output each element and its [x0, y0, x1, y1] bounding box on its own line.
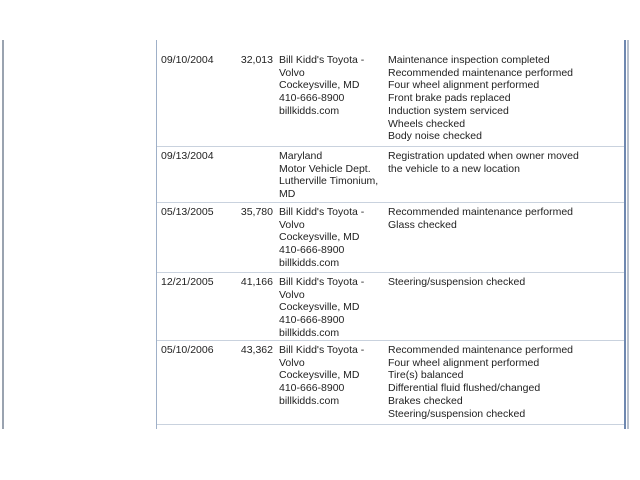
table-row — [157, 202, 624, 273]
source-line: Cockeysville, MD — [279, 79, 360, 92]
service-source — [279, 344, 364, 408]
detail-line: Recommended maintenance performed — [388, 206, 574, 218]
source-line: billkidds.com — [279, 326, 340, 339]
table-row — [157, 50, 624, 147]
source-line: 410-666-8900 — [279, 92, 345, 105]
source-line: billkidds.com — [279, 394, 340, 407]
service-source — [279, 54, 364, 118]
detail-line: Differential fluid flushed/changed — [388, 382, 541, 395]
service-details — [388, 150, 579, 175]
service-date: 09/10/2004 — [161, 54, 214, 66]
source-line: Cockeysville, MD — [279, 369, 360, 382]
service-source — [279, 206, 364, 270]
left-border — [2, 40, 4, 429]
detail-line: the vehicle to a new location — [388, 162, 520, 175]
source-line: 410-666-8900 — [279, 244, 345, 257]
source-line: Bill Kidd's Toyota - — [279, 276, 365, 288]
service-source — [279, 150, 378, 201]
mileage: 43,362 — [240, 344, 273, 356]
detail-line: Four wheel alignment performed — [388, 356, 540, 369]
service-details — [388, 206, 573, 231]
right-border — [627, 40, 629, 429]
table-row — [157, 272, 624, 341]
source-line: Bill Kidd's Toyota - — [279, 206, 365, 218]
detail-line: Glass checked — [388, 218, 457, 231]
source-line: 410-666-8900 — [279, 382, 345, 395]
detail-line: Recommended maintenance performed — [388, 66, 574, 79]
detail-line: Brakes checked — [388, 394, 463, 407]
source-line: Lutherville Timonium, — [279, 175, 379, 188]
service-date: 05/13/2005 — [161, 206, 214, 218]
source-line: MD — [279, 188, 296, 201]
source-line: Volvo — [279, 66, 305, 79]
detail-line: Body noise checked — [388, 130, 482, 143]
detail-line: Steering/suspension checked — [388, 276, 526, 288]
detail-line: Front brake pads replaced — [388, 92, 511, 105]
table-row — [157, 340, 624, 425]
service-date: 09/13/2004 — [161, 150, 214, 162]
detail-line: Tire(s) balanced — [388, 369, 464, 382]
service-details — [388, 54, 573, 143]
service-date: 05/10/2006 — [161, 344, 214, 356]
detail-line: Recommended maintenance performed — [388, 344, 574, 356]
source-line: Maryland — [279, 150, 323, 162]
detail-line: Registration updated when owner moved — [388, 150, 579, 162]
source-line: Bill Kidd's Toyota - — [279, 344, 365, 356]
table-row — [157, 146, 624, 203]
source-line: Cockeysville, MD — [279, 301, 360, 314]
source-line: Volvo — [279, 218, 305, 231]
detail-line: Wheels checked — [388, 117, 466, 130]
source-line: billkidds.com — [279, 256, 340, 269]
source-line: Bill Kidd's Toyota - — [279, 54, 365, 66]
source-line: Volvo — [279, 288, 305, 301]
source-line: 410-666-8900 — [279, 314, 345, 327]
detail-line: Steering/suspension checked — [388, 407, 526, 420]
source-line: Motor Vehicle Dept. — [279, 162, 371, 175]
source-line: billkidds.com — [279, 104, 340, 117]
detail-line: Four wheel alignment performed — [388, 79, 540, 92]
service-date: 12/21/2005 — [161, 276, 214, 288]
service-details — [388, 344, 573, 420]
mileage: 35,780 — [240, 206, 273, 218]
detail-line: Induction system serviced — [388, 104, 509, 117]
service-details — [388, 276, 525, 289]
source-line: Cockeysville, MD — [279, 231, 360, 244]
vehicle-history-table — [156, 40, 626, 429]
service-source — [279, 276, 364, 340]
mileage: 41,166 — [240, 276, 273, 288]
detail-line: Maintenance inspection completed — [388, 54, 550, 66]
source-line: Volvo — [279, 356, 305, 369]
mileage: 32,013 — [240, 54, 273, 66]
